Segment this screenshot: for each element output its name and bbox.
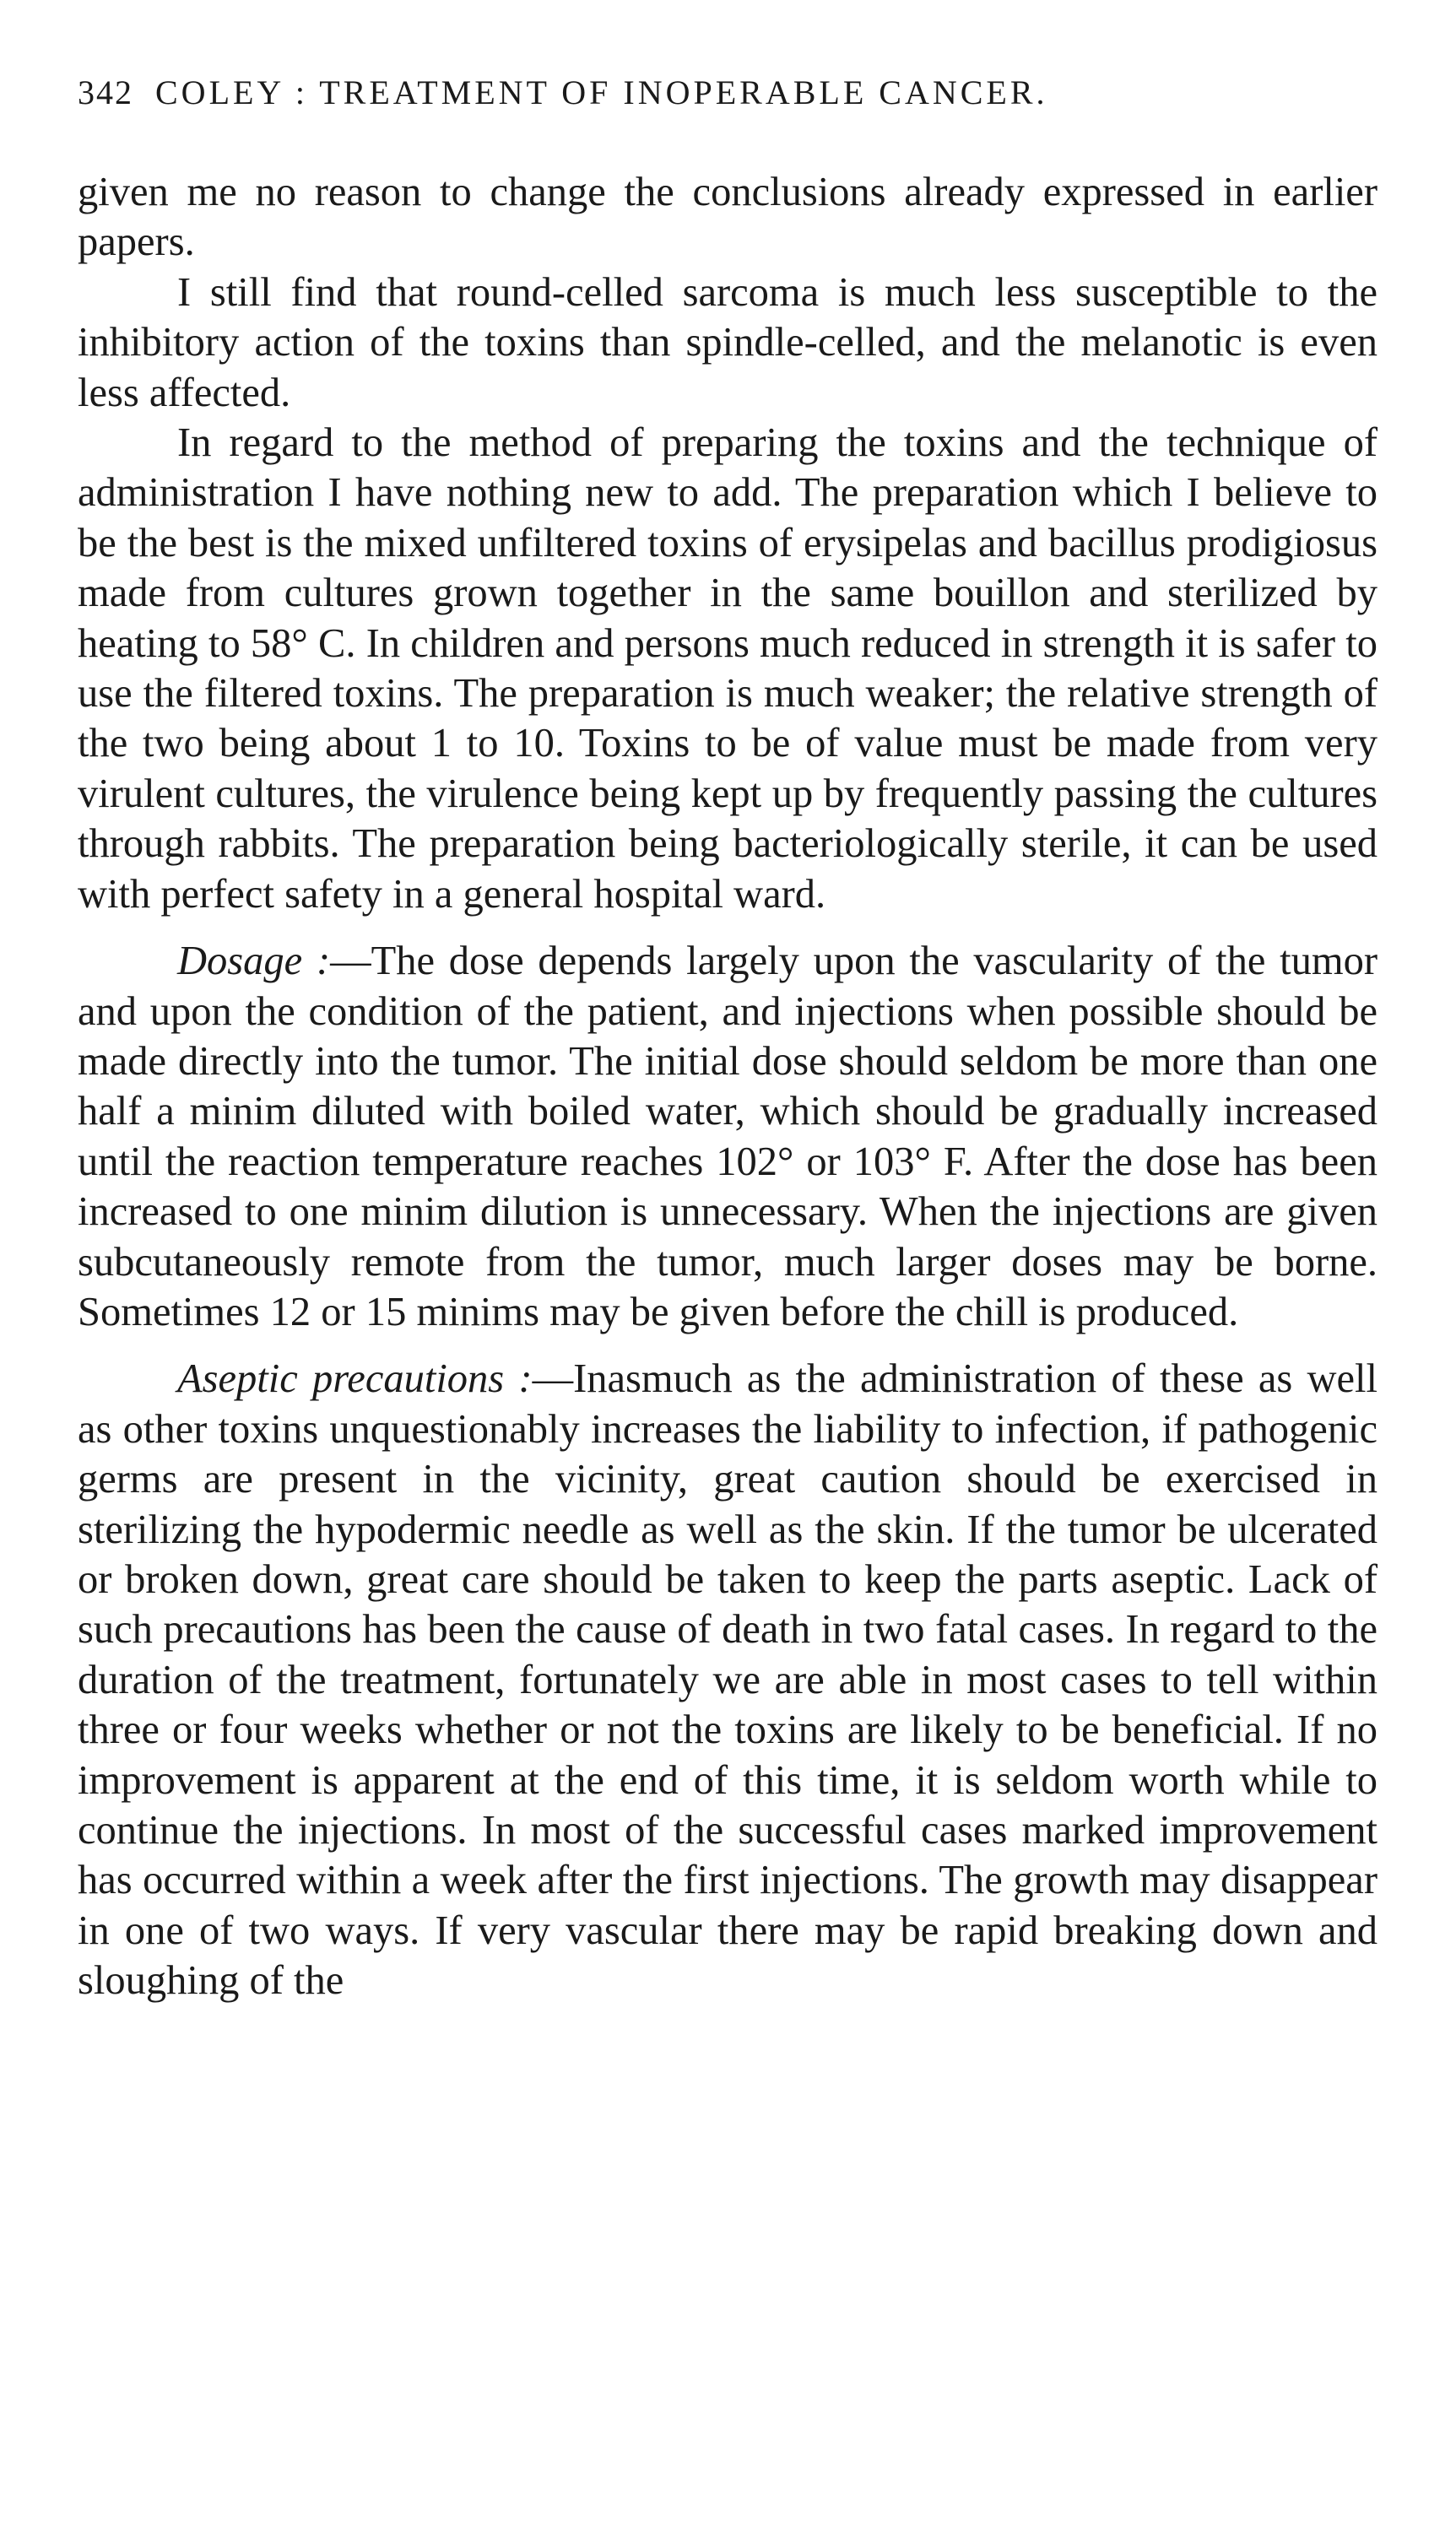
paragraph-preparation: [78, 418, 1378, 919]
paragraph-text: —The dose depends largely upon the vascularity of the tumor and upon the condition of the patient, and injections when possible should be made directly into the tumor. The initial dose should seldom be more than one half a minim diluted with boiled water, which should be gradually increased until the reaction temperature reaches 102° or 103° F. After the dose has been increased to one minim dilution is unnecessary. When the injections are given subcutaneously remote from the tumor, much larger doses may be borne. Sometimes 12 or 15 minims may be given before the chill is produced.: [78, 939, 1378, 1334]
running-title: COLEY : TREATMENT OF INOPERABLE CANCER.: [155, 73, 1048, 111]
page-number: 342: [78, 73, 133, 111]
paragraph-aseptic: [78, 1354, 1378, 2005]
paragraph-text: In regard to the method of preparing the toxins and the technique of administration I have nothing new to add. The preparation which I believe to be the best is the mixed unfiltered toxins of erysipelas and bacillus prodigiosus made from cultures grown together in the same bouillon and sterilized by heating to 58° C. In children and persons much reduced in strength it is safer to use the filtered toxins. The preparation is much weaker; the relative strength of the two being about 1 to 10. Toxins to be of value must be made from very virulent cultures, the virulence being kept up by frequently passing the cultures through rabbits. The preparation being bacteriologically sterile, it can be used with perfect safety in a general hospital ward.: [78, 420, 1378, 917]
running-head: [78, 68, 1378, 118]
paragraph-continued: [78, 167, 1378, 268]
document-page: [78, 68, 1378, 2006]
paragraph-sarcoma: [78, 268, 1378, 418]
paragraph-dosage: [78, 936, 1378, 1337]
paragraph-lead-dosage: Dosage :: [177, 939, 331, 984]
paragraph-text: given me no reason to change the conclusions already expressed in earlier papers.: [78, 170, 1378, 265]
paragraph-text: —Inasmuch as the administration of these as well as other toxins unquestionably increases the liability to infection, if pathogenic germs are present in the vicinity, great caution should be exercised in sterilizing the hypodermic needle as well as the skin. If the tumor be ulcerated or broken down, great care should be taken to keep the parts aseptic. Lack of such precautions has been the cause of death in two fatal cases. In regard to the duration of the treatment, fortunately we are able in most cases to tell within three or four weeks whether or not the toxins are likely to be beneficial. If no improvement is apparent at the end of this time, it is seldom worth while to continue the injections. In most of the successful cases marked improvement has occurred within a week after the first injections. The growth may disappear in one of two ways. If very vascular there may be rapid breaking down and sloughing of the: [78, 1356, 1378, 2004]
paragraph-lead-aseptic: Aseptic precautions :: [177, 1356, 533, 1402]
paragraph-text: I still find that round-celled sarcoma is much less susceptible to the inhibitory action of the toxins than spindle-celled, and the melanotic is even less affected.: [78, 269, 1378, 415]
